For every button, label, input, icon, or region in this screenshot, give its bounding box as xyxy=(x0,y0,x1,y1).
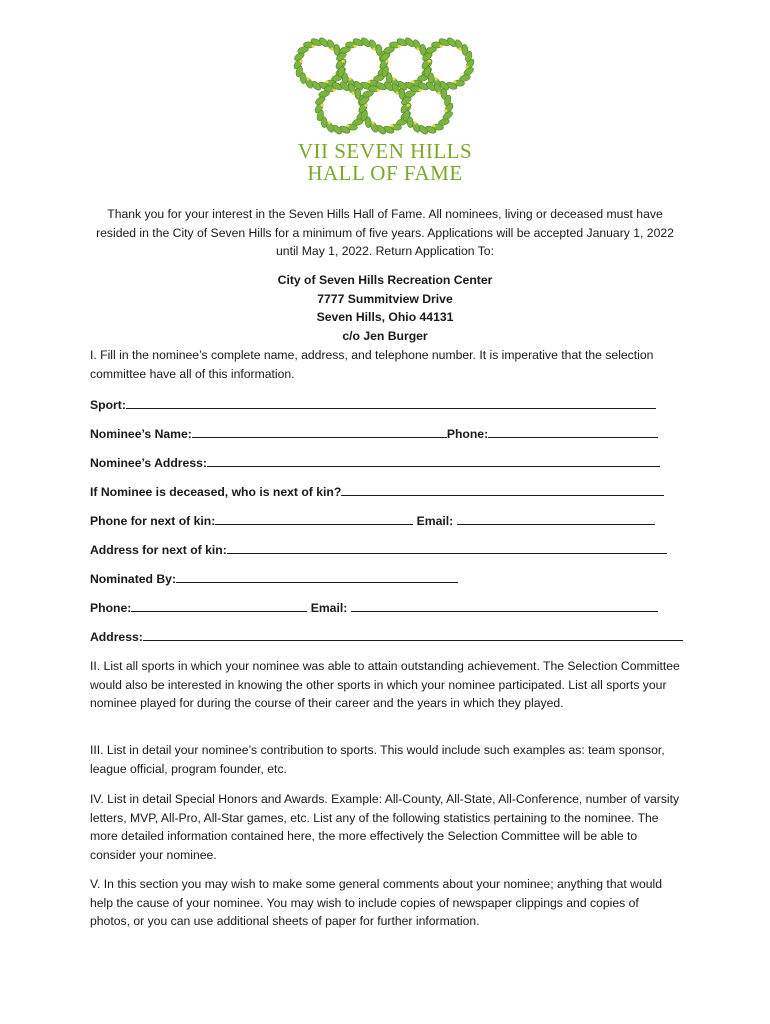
next-of-kin-line[interactable] xyxy=(341,484,664,496)
logo-title xyxy=(255,140,515,184)
section-2-instructions: II. List all sports in which your nominee was able to attain outstanding achievement. The Selection Committee would also be interested in knowing the other sports in which your nominee participated. List all sports your nominee played for during the course of their career and the years in which they played. xyxy=(90,659,680,711)
seven-laurel-wreaths-logo xyxy=(290,30,480,142)
section-4-instructions: IV. List in detail Special Honors and Awards. Example: All-County, All-State, All-Conference, number of varsity letters, MVP, All-Pro, All-Star games, etc. List any of the following statistics pertaining to the nominee. The more detailed information contained here, the more effectively the Selection Committee will be able to consider your nominee. xyxy=(90,792,680,862)
kin-phone-line[interactable] xyxy=(215,513,413,525)
nominator-phone-line[interactable] xyxy=(131,600,307,612)
section-5-instructions: V. In this section you may wish to make some general comments about your nominee; anything that would help the cause of your nominee. You may wish to include copies of newspaper clippings and copies of photos, or you can use additional sheets of paper for further information. xyxy=(90,877,662,929)
nominee-phone-label: Phone: xyxy=(446,427,489,441)
sport-label: Sport: xyxy=(90,398,126,412)
return-address xyxy=(200,271,570,345)
address-line-2: 7777 Summitview Drive xyxy=(317,291,453,306)
logo-title-line1: VII SEVEN HILLS xyxy=(297,139,473,163)
nominee-address-line[interactable] xyxy=(207,455,660,467)
nominator-address-row xyxy=(90,629,690,645)
kin-contact-row xyxy=(90,513,690,529)
nominee-name-line[interactable] xyxy=(192,426,447,438)
kin-address-row xyxy=(90,542,690,558)
next-of-kin-label: If Nominee is deceased, who is next of kin? xyxy=(90,485,342,499)
nominator-phone-label: Phone: xyxy=(90,601,132,615)
nominated-by-row xyxy=(90,571,690,587)
nominator-email-label: Email: xyxy=(310,601,348,615)
intro-paragraph: Thank you for your interest in the Seven Hills Hall of Fame. All nominees, living or deceased must have resided in the City of Seven Hills for a minimum of five years. Applications will be accepted January 1, 2022 until May 1, 2022. Return Application To: xyxy=(96,207,674,259)
section-3-instructions: III. List in detail your nominee’s contribution to sports. This would include such examples as: team sponsor, league official, program founder, etc. xyxy=(90,743,665,776)
nominator-address-line[interactable] xyxy=(143,629,683,641)
kin-email-line[interactable] xyxy=(457,513,655,525)
kin-email-label: Email: xyxy=(416,514,454,528)
next-of-kin-row xyxy=(90,484,690,500)
kin-address-label: Address for next of kin: xyxy=(90,543,227,557)
nominee-name-label: Nominee’s Name: xyxy=(90,427,192,441)
nominated-by-line[interactable] xyxy=(176,571,458,583)
nominator-contact-row xyxy=(90,600,690,616)
address-line-1: City of Seven Hills Recreation Center xyxy=(277,273,493,287)
nominee-phone-line[interactable] xyxy=(488,426,658,438)
section-1-instructions: I. Fill in the nominee’s complete name, address, and telephone number. It is imperative that the selection committee have all of this information. xyxy=(90,348,654,381)
sport-line[interactable] xyxy=(126,397,656,409)
address-line-4: c/o Jen Burger xyxy=(342,328,428,343)
nominator-email-line[interactable] xyxy=(351,600,658,612)
kin-address-line[interactable] xyxy=(227,542,667,554)
nominee-address-row xyxy=(90,455,690,471)
nominee-address-label: Nominee’s Address: xyxy=(90,456,207,470)
kin-phone-label: Phone for next of kin: xyxy=(90,514,216,528)
nominated-by-label: Nominated By: xyxy=(90,572,176,586)
nominee-name-row xyxy=(90,426,690,442)
address-line-3: Seven Hills, Ohio 44131 xyxy=(316,310,454,325)
sport-field-row xyxy=(90,397,690,413)
nominator-address-label: Address: xyxy=(90,630,143,644)
logo-title-line2: HALL OF FAME xyxy=(307,161,463,185)
